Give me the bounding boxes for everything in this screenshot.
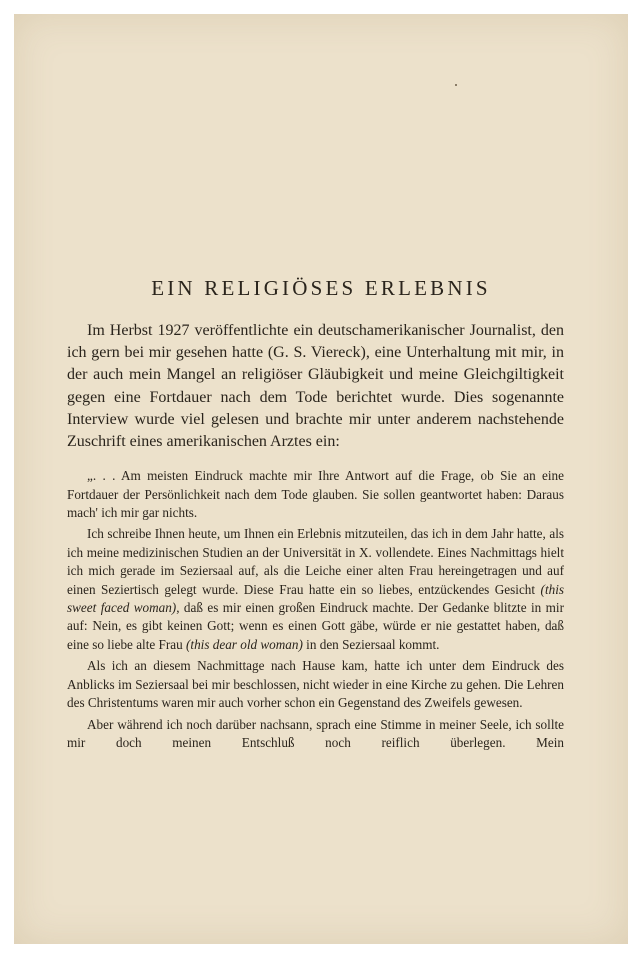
chapter-title: EIN RELIGIÖSES ERLEBNIS: [151, 276, 491, 300]
english-quote: (this sweet faced woman): [67, 581, 564, 616]
english-quote: (this dear old woman): [186, 636, 303, 652]
book-page: [14, 14, 628, 944]
letter-text: in den Seziersaal kommt.: [306, 636, 440, 652]
page-speck: [455, 84, 457, 86]
letter-paragraph-2: [67, 525, 564, 654]
letter-text: , daß es mir einen großen Eindruck machte. Der Gedanke blitzte in mir auf: Nein, es gibt keinen Gott; wenn es einen Gott gäbe, würde er nie gestattet haben, daß eine so liebe alte Frau: [67, 600, 564, 652]
intro-paragraph: Im Herbst 1927 veröffentlichte ein deutschamerikanischer Journalist, den ich gern bei mir gesehen hatte (G. S. Viereck), eine Unterhaltung mit mir, in der auch mein Mangel an religiöser Gläubigkeit und meine Gleichgiltigkeit gegen eine Fortdauer nach dem Tode berichtet wurde. Dies sogenannte Interview wurde viel gelesen und brachte mir unter anderem nachstehende Zuschrift eines amerikanischen Arztes ein:: [67, 322, 564, 451]
letter-paragraph-1: „. . . Am meisten Eindruck machte mir Ihre Antwort auf die Frage, ob Sie an eine Fortdauer der Persönlichkeit nach dem Tode glauben. Sie sollen geantwortet haben: Daraus mach' ich mir gar nichts.: [67, 468, 564, 521]
chapter-body: [67, 320, 564, 752]
letter-paragraph-4: Aber während ich noch darüber nachsann, sprach eine Stimme in meiner Seele, ich sollte mir doch meinen Entschluß noch reiflich überlegen. Mein: [67, 716, 564, 750]
letter-text: Ich schreibe Ihnen heute, um Ihnen ein Erlebnis mitzuteilen, das ich in dem Jahr hatte, als ich meine medizinischen Studien an der Universität in X. vollendete. Eines Nachmittags hielt ich mich gerade im Seziersaal auf, als die Leiche einer alten Frau hereingetragen und auf einen Seziertisch gelegt wurde. Diese Frau hatte ein so liebes, entzückendes Gesicht: [67, 526, 564, 597]
letter-paragraph-3: Als ich an diesem Nachmittage nach Hause kam, hatte ich unter dem Eindruck des Anblicks im Seziersaal bei mir beschlossen, nicht wieder in eine Kirche zu gehen. Die Lehren des Christentums waren mir auch vorher schon ein Gegenstand des Zweifels gewesen.: [67, 658, 564, 711]
quoted-letter: [67, 467, 564, 752]
